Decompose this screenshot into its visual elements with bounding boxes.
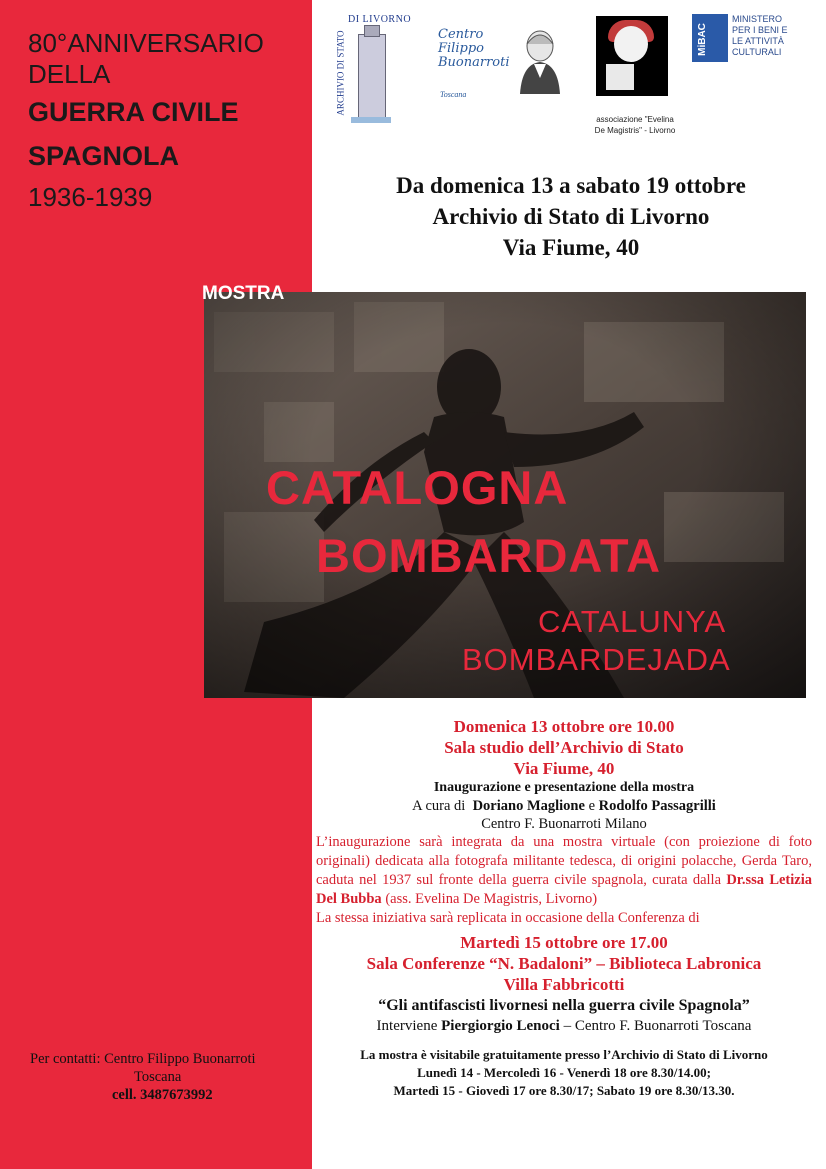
evelina-de-magistris-logo <box>596 16 668 96</box>
description-text: L’inaugurazione sarà integrata da una mostra virtuale (con proiezione di foto originali) dedicata alla fotografa militante tedesca, di origini polacche, Gerda Taro, caduta nel 1937 sul fronte della guerra civile spagnola, curata dalla <box>316 834 812 888</box>
speaker-prefix: Interviene <box>376 1018 438 1034</box>
event1-datetime: Domenica 13 ottobre ore 10.00 <box>453 717 675 736</box>
exhibition-dates <box>340 170 802 263</box>
event1-place: Sala studio dell’Archivio di Stato <box>444 738 684 757</box>
visiting-hours: Lunedì 14 - Mercoledì 16 - Venerdì 18 ore 8.30/14.00; <box>417 1065 711 1080</box>
centro-logo-line: Filippo <box>438 41 484 56</box>
archivio-logo-side-text: ARCHIVIO DI STATO <box>335 30 346 116</box>
mibac-mark <box>692 14 728 62</box>
address-line: Via Fiume, 40 <box>502 235 640 260</box>
mibac-line: PER I BENI E <box>732 25 788 35</box>
poster-title-bombardata: BOMBARDATA <box>316 529 662 582</box>
lighthouse-icon <box>358 34 386 122</box>
event1-description <box>316 833 812 909</box>
years-line: 1936-1939 <box>28 182 153 212</box>
event2-place: Sala Conferenze “N. Badaloni” – Biblioteca Labronica <box>366 954 762 973</box>
mibac-text <box>732 14 788 58</box>
visiting-hours: Martedì 15 - Giovedì 17 ore 8.30/17; Sabato 19 ore 8.30/13.30. <box>393 1083 735 1098</box>
archivio-logo-top-text: DI LIVORNO <box>348 14 412 25</box>
archivio-stato-logo <box>334 14 412 124</box>
curators-and: e <box>588 798 595 814</box>
event1-replica-note: La stessa iniziativa sarà replicata in occasione della Conferenza di <box>316 910 700 926</box>
curator-name: Rodolfo Passagrilli <box>598 798 716 814</box>
centro-buonarroti-logo <box>438 24 568 104</box>
description-text: (ass. Evelina De Magistris, Livorno) <box>385 891 598 907</box>
poster-subtitle-catalunya: CATALUNYA <box>538 604 727 639</box>
poster-subtitle-bombardejada: BOMBARDEJADA <box>462 642 731 677</box>
event2-datetime: Martedì 15 ottobre ore 17.00 <box>460 933 668 952</box>
event1-org: Centro F. Buonarroti Milano <box>481 816 647 832</box>
dates-line: Da domenica 13 a sabato 19 ottobre <box>396 173 746 198</box>
sponsor-logos <box>334 14 814 144</box>
buonarroti-portrait-icon <box>514 24 566 94</box>
centro-logo-sub: Toscana <box>440 90 467 99</box>
description-curator: Dr.ssa Letizia Del Bubba <box>316 872 813 907</box>
mostra-label: MOSTRA <box>202 283 285 304</box>
event2-talk-title: “Gli antifascisti livornesi nella guerra civile Spagnola” <box>378 997 750 1014</box>
event2-villa: Villa Fabbricotti <box>503 975 625 994</box>
curated-prefix: A cura di <box>412 798 466 814</box>
exhibition-poster-photo <box>204 292 806 698</box>
mibac-line: CULTURALI <box>732 47 782 57</box>
guerra-civile-line: GUERRA CIVILE <box>28 97 239 127</box>
events-section <box>316 716 812 1100</box>
spagnola-line: SPAGNOLA <box>28 141 180 171</box>
mibac-mark-text: MiBAC <box>696 23 708 56</box>
curator-name: Doriano Maglione <box>472 798 585 814</box>
newspaper-icon <box>606 64 634 90</box>
contacts-block <box>30 1050 300 1104</box>
evelina-caption-line: De Magistris" - Livorno <box>594 126 676 135</box>
contacts-line: Per contatti: Centro Filippo Buonarroti <box>30 1051 256 1067</box>
contact-phone: cell. 3487673992 <box>112 1087 213 1103</box>
event1-address: Via Fiume, 40 <box>513 759 615 778</box>
centro-logo-text <box>438 28 510 70</box>
venue-line: Archivio di Stato di Livorno <box>432 204 710 229</box>
anniversary-title <box>28 28 308 214</box>
centro-logo-line: Buonarroti <box>438 55 510 70</box>
poster-title-catalogna: CATALOGNA <box>266 461 569 514</box>
anniversary-line: 80°ANNIVERSARIO <box>28 28 264 58</box>
speaker-org: – Centro F. Buonarroti Toscana <box>563 1018 752 1034</box>
evelina-caption-line: associazione "Evelina <box>596 115 674 124</box>
centro-logo-line: Centro <box>438 27 484 42</box>
mibac-line: LE ATTIVITÀ <box>732 36 784 46</box>
contacts-line: Toscana <box>134 1069 182 1085</box>
visiting-info: La mostra è visitabile gratuitamente presso l’Archivio di Stato di Livorno <box>360 1047 768 1062</box>
mibac-line: MINISTERO <box>732 14 783 24</box>
event1-curators <box>316 797 812 815</box>
evelina-caption <box>580 114 690 136</box>
della-line: DELLA <box>28 59 111 89</box>
speaker-name: Piergiorgio Lenoci <box>441 1018 560 1034</box>
event1-what: Inaugurazione e presentazione della mostra <box>433 780 695 795</box>
event2-speaker <box>316 1016 812 1036</box>
mibac-logo <box>692 14 814 74</box>
evelina-face <box>614 26 648 62</box>
